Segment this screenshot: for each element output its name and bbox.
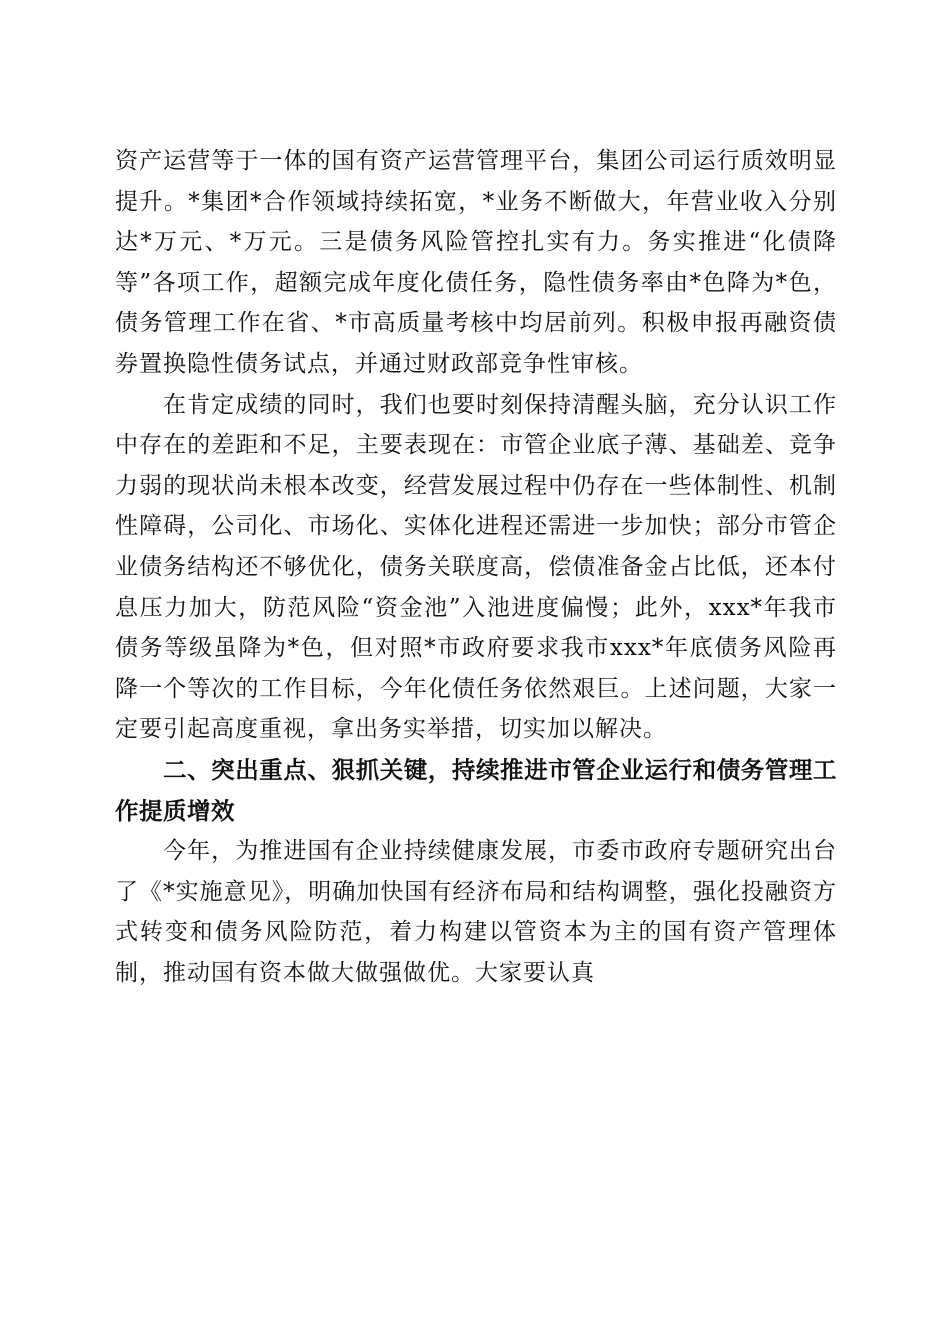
body-paragraph-2: 在肯定成绩的同时，我们也要时刻保持清醒头脑，充分认识工作中存在的差距和不足，主要表现在：市管企业底子薄、基础差、竞争力弱的现状尚未根本改变，经营发展过程中仍存在一些体制性、机制性障碍，公司化、市场化、实体化进程还需进一步加快；部分市管企业债务结构还不够优化，债务关联度高，偿债准备金占比低，还本付息压力加大，防范风险“资金池”入池进度偏慢；此外，xxx*年我市债务等级虽降为*色，但对照*市政府要求我市xxx*年底债务风险再降一个等次的工作目标，今年化债任务依然艰巨。上述问题，大家一定要引起高度重视，拿出务实举措，切实加以解决。 (115, 391, 837, 743)
document-page (115, 141, 837, 993)
section-heading: 二、突出重点、狠抓关键，持续推进市管企业运行和债务管理工作提质增效 (115, 755, 837, 825)
body-paragraph-3: 今年，为推进国有企业持续健康发展，市委市政府专题研究出台了《*实施意见》，明确加快国有经济布局和结构调整，强化投融资方式转变和债务风险防范，着力构建以管资本为主的国有资产管理体制，推动国有资本做大做强做优。大家要认真 (115, 838, 837, 986)
body-paragraph-1: 资产运营等于一体的国有资产运营管理平台，集团公司运行质效明显提升。*集团*合作领域持续拓宽，*业务不断做大，年营业收入分别达*万元、*万元。三是债务风险管控扎实有力。务实推进“化债降等”各项工作，超额完成年度化债任务，隐性债务率由*色降为*色，债务管理工作在省、*市高质量考核中均居前列。积极申报再融资债券置换隐性债务试点，并通过财政部竞争性审核。 (115, 148, 837, 377)
